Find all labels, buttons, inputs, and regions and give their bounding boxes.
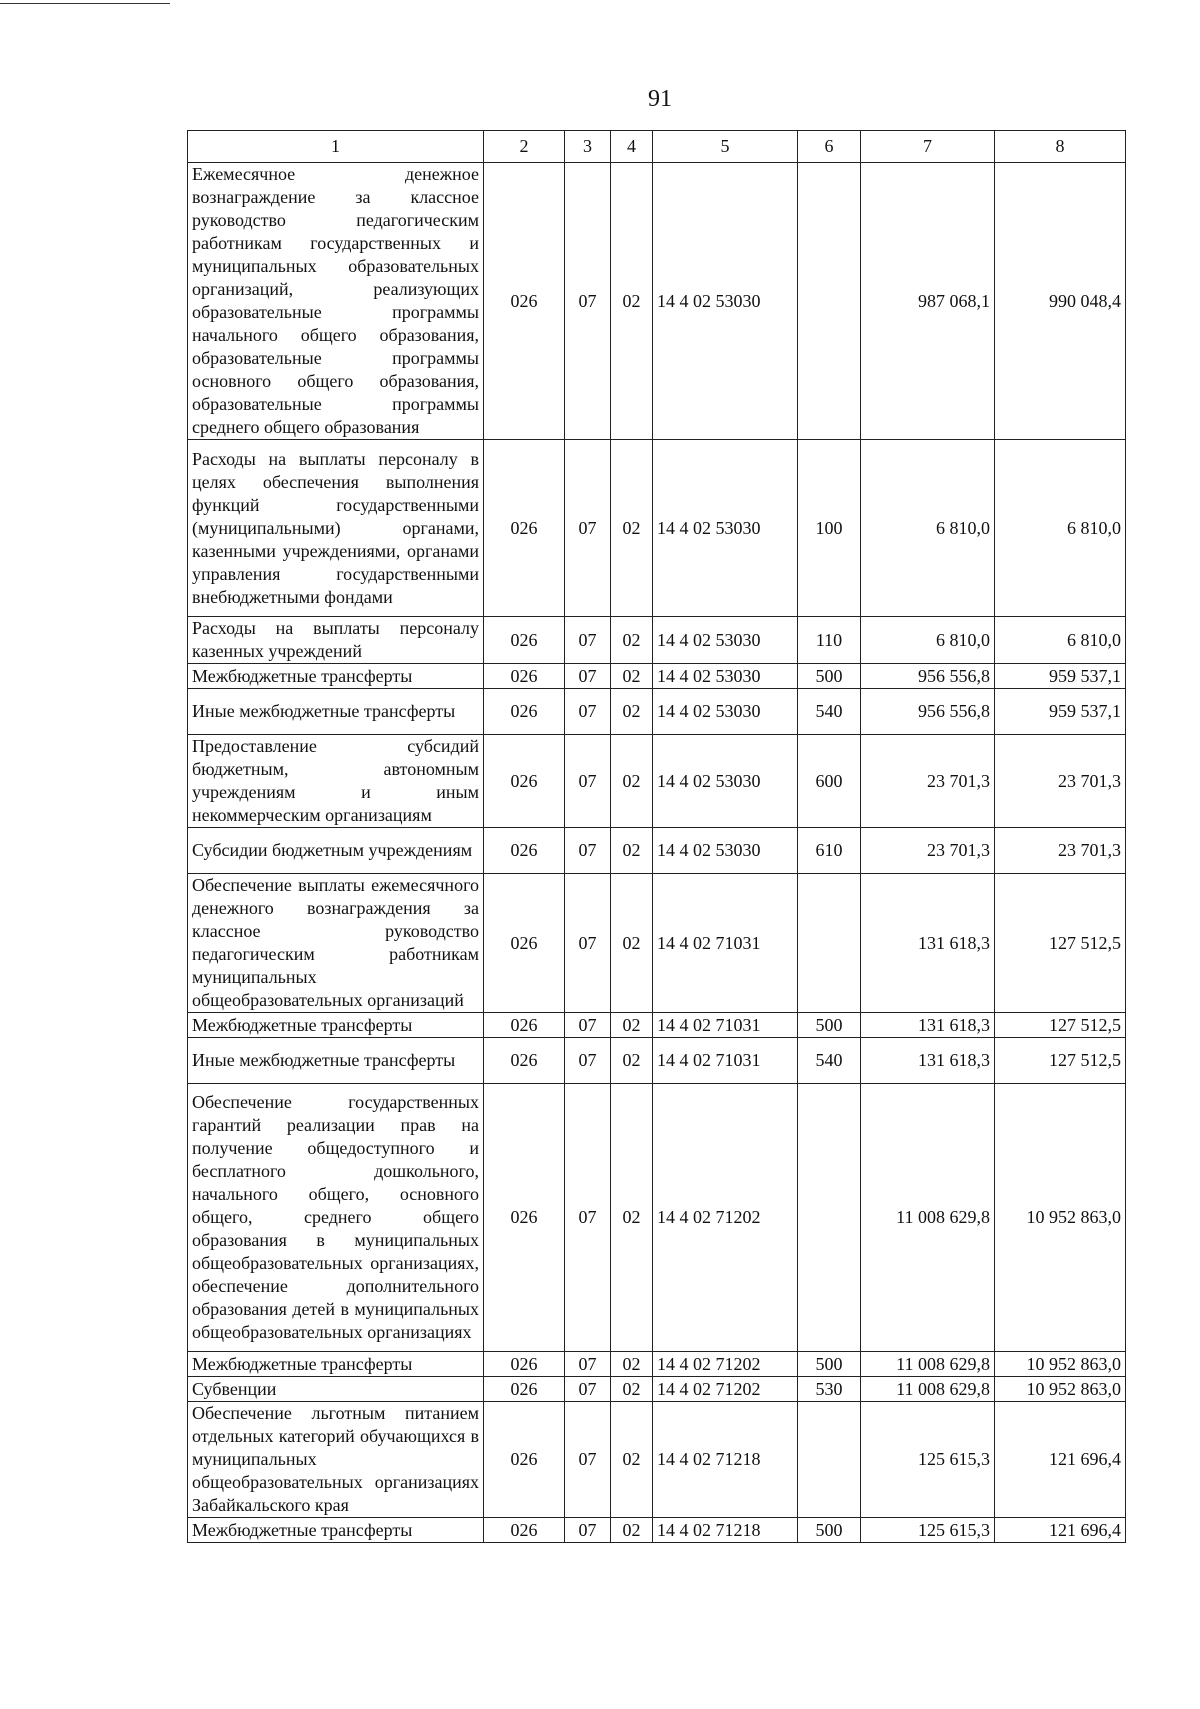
- subsection-code: 02: [611, 1352, 653, 1377]
- target-article-code: 14 4 02 53030: [653, 664, 798, 689]
- row-name: Расходы на выплаты персоналу в целях обеспечения выполнения функций государственными (муниципальными) органами, казенными учреждениями, органами управления государственными внебюджетными фондами: [188, 440, 484, 617]
- amount-year-2: 23 701,3: [995, 735, 1126, 828]
- section-code: 07: [565, 440, 611, 617]
- subsection-code: 02: [611, 1518, 653, 1543]
- subsection-code: 02: [611, 874, 653, 1013]
- expense-type-code: 530: [798, 1377, 861, 1402]
- amount-year-1: 956 556,8: [861, 664, 995, 689]
- expense-type-code: 500: [798, 1352, 861, 1377]
- amount-year-1: 131 618,3: [861, 1013, 995, 1038]
- kvsr-code: 026: [484, 1377, 565, 1402]
- subsection-code: 02: [611, 735, 653, 828]
- expense-type-code: 540: [798, 1038, 861, 1084]
- expense-type-code: 610: [798, 828, 861, 874]
- amount-year-1: 125 615,3: [861, 1518, 995, 1543]
- table-row: [188, 874, 1126, 1013]
- table-row: [188, 1352, 1126, 1377]
- table-row: [188, 440, 1126, 617]
- column-header: 7: [861, 131, 995, 163]
- target-article-code: 14 4 02 71202: [653, 1377, 798, 1402]
- amount-year-1: 131 618,3: [861, 874, 995, 1013]
- subsection-code: 02: [611, 440, 653, 617]
- target-article-code: 14 4 02 71202: [653, 1084, 798, 1352]
- subsection-code: 02: [611, 163, 653, 440]
- kvsr-code: 026: [484, 828, 565, 874]
- section-code: 07: [565, 1377, 611, 1402]
- row-name: Межбюджетные трансферты: [188, 1352, 484, 1377]
- subsection-code: 02: [611, 689, 653, 735]
- table-row: [188, 689, 1126, 735]
- kvsr-code: 026: [484, 689, 565, 735]
- section-code: 07: [565, 828, 611, 874]
- amount-year-2: 959 537,1: [995, 689, 1126, 735]
- expense-type-code: 500: [798, 664, 861, 689]
- amount-year-1: 11 008 629,8: [861, 1352, 995, 1377]
- table-row: [188, 1402, 1126, 1518]
- section-code: 07: [565, 735, 611, 828]
- kvsr-code: 026: [484, 1402, 565, 1518]
- amount-year-2: 6 810,0: [995, 617, 1126, 664]
- scan-edge-line: [0, 3, 170, 4]
- amount-year-1: 987 068,1: [861, 163, 995, 440]
- subsection-code: 02: [611, 1377, 653, 1402]
- section-code: 07: [565, 689, 611, 735]
- row-name: Ежемесячное денежное вознаграждение за классное руководство педагогическим работникам государственных и муниципальных образовательных организаций, реализующих образовательные программы начального общего образования, образовательные программы основного общего образования, образовательные программы среднего общего образования: [188, 163, 484, 440]
- amount-year-2: 10 952 863,0: [995, 1352, 1126, 1377]
- section-code: 07: [565, 664, 611, 689]
- table-row: [188, 1013, 1126, 1038]
- expense-type-code: 500: [798, 1013, 861, 1038]
- column-header: 6: [798, 131, 861, 163]
- section-code: 07: [565, 163, 611, 440]
- subsection-code: 02: [611, 664, 653, 689]
- table-row: [188, 1038, 1126, 1084]
- expense-type-code: [798, 1084, 861, 1352]
- section-code: 07: [565, 874, 611, 1013]
- column-header: 8: [995, 131, 1126, 163]
- target-article-code: 14 4 02 53030: [653, 735, 798, 828]
- amount-year-2: 121 696,4: [995, 1518, 1126, 1543]
- amount-year-2: 127 512,5: [995, 1013, 1126, 1038]
- row-name: Обеспечение государственных гарантий реализации прав на получение общедоступного и бесплатного дошкольного, начального общего, основного общего, среднего общего образования в муниципальных общеобразовательных организациях, обеспечение дополнительного образования детей в муниципальных общеобразовательных организациях: [188, 1084, 484, 1352]
- amount-year-2: 121 696,4: [995, 1402, 1126, 1518]
- section-code: 07: [565, 1518, 611, 1543]
- section-code: 07: [565, 1352, 611, 1377]
- amount-year-1: 131 618,3: [861, 1038, 995, 1084]
- kvsr-code: 026: [484, 735, 565, 828]
- kvsr-code: 026: [484, 1038, 565, 1084]
- target-article-code: 14 4 02 53030: [653, 617, 798, 664]
- table-row: [188, 664, 1126, 689]
- row-name: Обеспечение льготным питанием отдельных категорий обучающихся в муниципальных общеобразовательных организациях Забайкальского края: [188, 1402, 484, 1518]
- section-code: 07: [565, 1013, 611, 1038]
- kvsr-code: 026: [484, 874, 565, 1013]
- amount-year-2: 10 952 863,0: [995, 1377, 1126, 1402]
- column-header: 4: [611, 131, 653, 163]
- amount-year-1: 956 556,8: [861, 689, 995, 735]
- amount-year-2: 959 537,1: [995, 664, 1126, 689]
- subsection-code: 02: [611, 1402, 653, 1518]
- column-number-row: [188, 131, 1126, 163]
- amount-year-2: 990 048,4: [995, 163, 1126, 440]
- column-header: 1: [188, 131, 484, 163]
- table-row: [188, 735, 1126, 828]
- column-header: 3: [565, 131, 611, 163]
- row-name: Межбюджетные трансферты: [188, 1013, 484, 1038]
- target-article-code: 14 4 02 71218: [653, 1402, 798, 1518]
- amount-year-1: 125 615,3: [861, 1402, 995, 1518]
- table-row: [188, 1377, 1126, 1402]
- target-article-code: 14 4 02 53030: [653, 163, 798, 440]
- table-row: [188, 1518, 1126, 1543]
- table-row: [188, 828, 1126, 874]
- subsection-code: 02: [611, 617, 653, 664]
- subsection-code: 02: [611, 828, 653, 874]
- row-name: Межбюджетные трансферты: [188, 1518, 484, 1543]
- section-code: 07: [565, 1038, 611, 1084]
- kvsr-code: 026: [484, 1084, 565, 1352]
- amount-year-1: 6 810,0: [861, 440, 995, 617]
- target-article-code: 14 4 02 71031: [653, 874, 798, 1013]
- kvsr-code: 026: [484, 163, 565, 440]
- amount-year-1: 11 008 629,8: [861, 1084, 995, 1352]
- row-name: Расходы на выплаты персоналу казенных учреждений: [188, 617, 484, 664]
- target-article-code: 14 4 02 71031: [653, 1013, 798, 1038]
- table-row: [188, 163, 1126, 440]
- amount-year-1: 23 701,3: [861, 828, 995, 874]
- expense-type-code: 600: [798, 735, 861, 828]
- target-article-code: 14 4 02 71031: [653, 1038, 798, 1084]
- amount-year-2: 127 512,5: [995, 1038, 1126, 1084]
- amount-year-2: 6 810,0: [995, 440, 1126, 617]
- section-code: 07: [565, 1402, 611, 1518]
- subsection-code: 02: [611, 1038, 653, 1084]
- amount-year-2: 127 512,5: [995, 874, 1126, 1013]
- row-name: Предоставление субсидий бюджетным, автономным учреждениям и иным некоммерческим организациям: [188, 735, 484, 828]
- kvsr-code: 026: [484, 1518, 565, 1543]
- target-article-code: 14 4 02 53030: [653, 689, 798, 735]
- column-header: 2: [484, 131, 565, 163]
- target-article-code: 14 4 02 53030: [653, 828, 798, 874]
- expense-type-code: [798, 1402, 861, 1518]
- amount-year-2: 23 701,3: [995, 828, 1126, 874]
- kvsr-code: 026: [484, 440, 565, 617]
- kvsr-code: 026: [484, 1352, 565, 1377]
- subsection-code: 02: [611, 1084, 653, 1352]
- table-row: [188, 1084, 1126, 1352]
- row-name: Межбюджетные трансферты: [188, 664, 484, 689]
- kvsr-code: 026: [484, 617, 565, 664]
- kvsr-code: 026: [484, 664, 565, 689]
- row-name: Субвенции: [188, 1377, 484, 1402]
- subsection-code: 02: [611, 1013, 653, 1038]
- table-body: [188, 163, 1126, 1543]
- kvsr-code: 026: [484, 1013, 565, 1038]
- target-article-code: 14 4 02 71202: [653, 1352, 798, 1377]
- row-name: Субсидии бюджетным учреждениям: [188, 828, 484, 874]
- amount-year-1: 11 008 629,8: [861, 1377, 995, 1402]
- expense-type-code: 500: [798, 1518, 861, 1543]
- expense-type-code: [798, 163, 861, 440]
- expense-type-code: [798, 874, 861, 1013]
- row-name: Обеспечение выплаты ежемесячного денежного вознаграждения за классное руководство педагогическим работникам муниципальных общеобразовательных организаций: [188, 874, 484, 1013]
- row-name: Иные межбюджетные трансферты: [188, 1038, 484, 1084]
- section-code: 07: [565, 617, 611, 664]
- target-article-code: 14 4 02 53030: [653, 440, 798, 617]
- amount-year-1: 23 701,3: [861, 735, 995, 828]
- amount-year-2: 10 952 863,0: [995, 1084, 1126, 1352]
- target-article-code: 14 4 02 71218: [653, 1518, 798, 1543]
- budget-table: [187, 130, 1126, 1543]
- table-row: [188, 617, 1126, 664]
- row-name: Иные межбюджетные трансферты: [188, 689, 484, 735]
- expense-type-code: 540: [798, 689, 861, 735]
- column-header: 5: [653, 131, 798, 163]
- expense-type-code: 100: [798, 440, 861, 617]
- section-code: 07: [565, 1084, 611, 1352]
- amount-year-1: 6 810,0: [861, 617, 995, 664]
- expense-type-code: 110: [798, 617, 861, 664]
- page-number: 91: [648, 86, 672, 112]
